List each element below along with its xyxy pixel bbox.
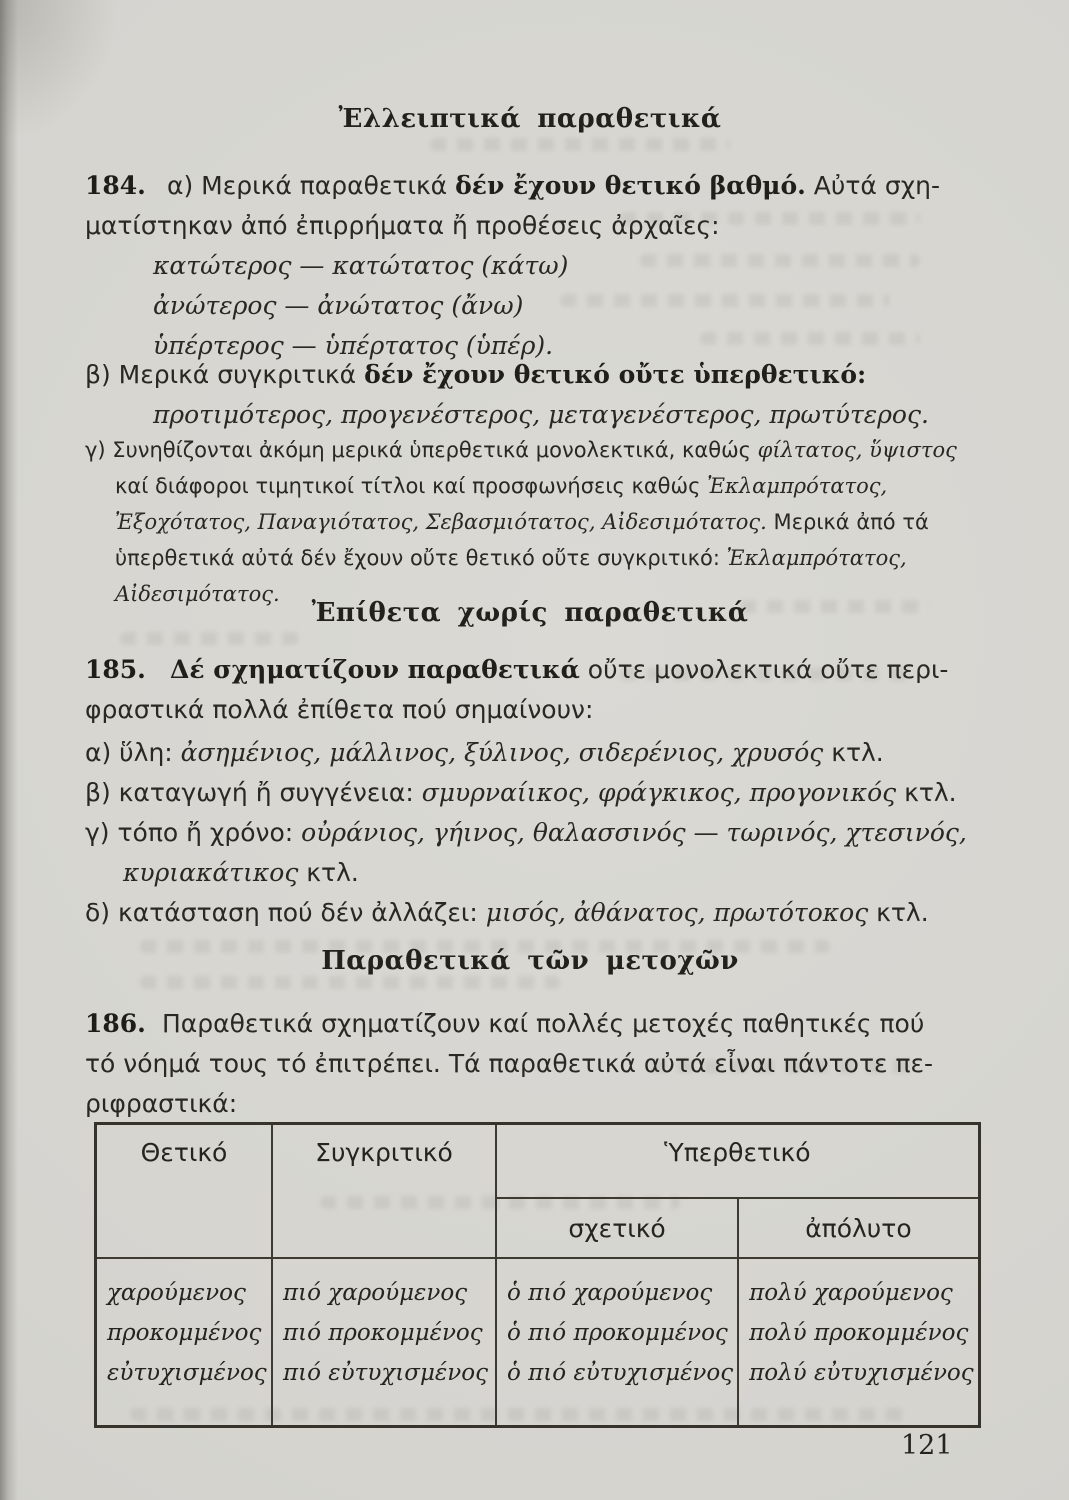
cell-positive	[96, 1258, 273, 1427]
table-value: ὁ πιό χαρούμενος	[507, 1280, 713, 1306]
section-number-186: 186.	[85, 1009, 146, 1038]
heading-participle-comparatives: Παραθετικά τῶν μετοχῶν	[321, 946, 739, 976]
italic-run: ἀσημένιος, μάλλινος, ξύλινος, σιδερένιος, χρυσός	[180, 738, 824, 767]
text-run: Παραθετικά σχηματίζουν καί πολλές μετοχές παθητικές πού	[162, 1009, 925, 1038]
section-number-185: 185.	[85, 655, 146, 684]
para-185-line2: φραστικά πολλά ἐπίθετα πού σημαίνουν:	[85, 695, 594, 724]
para-184-line1	[85, 166, 985, 206]
text-run: Αὐτά σχη-	[805, 171, 941, 200]
example-line: ὑπέρτερος — ὑπέρτατος (ὑπέρ).	[153, 331, 554, 360]
text-run: δ) κατάσταση πού δέν ἀλλάζει:	[85, 898, 486, 927]
italic-run: σμυρναίικος, φράγκικος, προγονικός	[421, 778, 897, 807]
header-superlative: Ὑπερθετικό	[496, 1124, 979, 1199]
bold-run: δέν ἔχουν θετικό οὔτε ὑπερθετικό:	[364, 360, 867, 389]
bold-run: δέν ἔχουν θετικό βαθμό.	[455, 171, 806, 200]
text-run: κτλ.	[823, 738, 884, 767]
para-185-items	[85, 733, 985, 933]
small-line	[85, 468, 985, 504]
table-value: πιό εὐτυχισμένος	[283, 1360, 488, 1386]
para-185-intro	[85, 650, 985, 730]
italic-run: κυριακάτικος	[123, 858, 299, 887]
showthrough-smudge	[120, 632, 300, 645]
section-number-184: 184.	[85, 171, 146, 200]
para-186-line2: τό νόημά τους τό ἐπιτρέπει. Τά παραθετικά αὐτά εἶναι πάντοτε πε-	[85, 1049, 934, 1078]
table-value: ὁ πιό προκομμένος	[507, 1320, 728, 1346]
heading-elliptic-comparatives: Ἐλλειπτικά παραθετικά	[338, 104, 722, 134]
text-run: Μερικά ἀπό τά	[766, 510, 929, 534]
para-184-beta-line	[85, 355, 985, 395]
italic-run: φίλτατος, ὕψιστος	[757, 438, 957, 462]
participle-comparison-table	[94, 1122, 981, 1428]
para-184-examples	[85, 246, 985, 366]
table-value: πολύ χαρούμενος	[749, 1280, 953, 1306]
example-line: προτιμότερος, προγενέστερος, μεταγενέστερος, πρωτύτερος.	[153, 400, 929, 429]
cell-superlative-absolute	[738, 1258, 979, 1427]
list-item-alpha	[85, 733, 985, 773]
italic-run: οὐράνιος, γήινος, θαλασσινός — τωρινός, χτεσινός,	[301, 818, 967, 847]
text-run: κτλ.	[896, 778, 957, 807]
small-line	[85, 540, 985, 576]
italic-run: Ἐκλαμπρότατος,	[707, 474, 888, 498]
para-184-gamma	[85, 432, 985, 612]
list-item-gamma-cont	[85, 853, 985, 893]
text-run: ὑπερθετικά αὐτά δέν ἔχουν οὔτε θετικό οὔτε συγκριτικό:	[115, 546, 727, 570]
text-run: οὔτε μονολεκτικά οὔτε περι-	[579, 655, 949, 684]
header-positive: Θετικό	[96, 1124, 273, 1259]
cell-comparative	[272, 1258, 496, 1427]
table-value: προκομμένος	[107, 1320, 262, 1346]
italic-run: Ἐξοχότατος, Παναγιότατος, Σεβασμιότατος, Αἰδεσιμότατος.	[115, 510, 767, 534]
header-comparative: Συγκριτικό	[272, 1124, 496, 1259]
text-run: κτλ.	[868, 898, 929, 927]
table-value: χαρούμενος	[107, 1280, 246, 1306]
table-value: πολύ προκομμένος	[749, 1320, 969, 1346]
text-run: β) καταγωγή ἤ συγγένεια:	[85, 778, 422, 807]
text-run: γ) τόπο ἤ χρόνο:	[85, 818, 302, 847]
text-run: γ) Συνηθίζονται ἀκόμη μερικά ὑπερθετικά μονολεκτικά, καθώς	[85, 438, 758, 462]
example-line: κατώτερος — κατώτατος (κάτω)	[153, 251, 569, 280]
text-run: α) ὕλη:	[85, 738, 181, 767]
para-184-intro	[85, 166, 985, 246]
table-value: πιό προκομμένος	[283, 1320, 483, 1346]
binding-shadow	[0, 0, 18, 1500]
header-absolute: ἀπόλυτο	[738, 1198, 979, 1258]
small-line	[85, 432, 985, 468]
text-run: α) Μερικά παραθετικά	[167, 171, 456, 200]
table-value: εὐτυχισμένος	[107, 1360, 267, 1386]
italic-run: Αἰδεσιμότατος.	[115, 582, 280, 606]
page-number: 121	[901, 1430, 953, 1461]
list-item-beta	[85, 773, 985, 813]
table-value: ὁ πιό εὐτυχισμένος	[507, 1360, 734, 1386]
header-relative: σχετικό	[496, 1198, 738, 1258]
table-value: πολύ εὐτυχισμένος	[749, 1360, 974, 1386]
table-data-row	[96, 1258, 980, 1427]
table-value: πιό χαρούμενος	[283, 1280, 468, 1306]
para-186	[85, 1004, 985, 1124]
para-186-line1	[85, 1004, 985, 1044]
text-run: καί διάφοροι τιμητικοί τίτλοι καί προσφωνήσεις καθώς	[115, 474, 708, 498]
bold-run: Δέ σχηματίζουν παραθετικά	[170, 655, 580, 684]
table-header-row	[96, 1124, 980, 1199]
text-run: κτλ.	[298, 858, 359, 887]
italic-run: μισός, ἀθάνατος, πρωτότοκος	[485, 898, 869, 927]
para-184-beta	[85, 355, 985, 435]
cell-superlative-relative	[496, 1258, 738, 1427]
showthrough-smudge	[140, 976, 560, 989]
showthrough-smudge	[430, 138, 730, 151]
small-line	[85, 504, 985, 540]
example-line: ἀνώτερος — ἀνώτατος (ἄνω)	[153, 291, 524, 320]
para-186-line3: ριφραστικά:	[85, 1089, 238, 1118]
list-item-gamma	[85, 813, 985, 853]
para-185-line1	[85, 650, 985, 690]
italic-run: Ἐκλαμπρότατος,	[726, 546, 907, 570]
list-item-delta	[85, 893, 985, 933]
para-184-line2: ματίστηκαν ἀπό ἐπιρρήματα ἤ προθέσεις ἀρχαῖες:	[85, 211, 720, 240]
heading-adjectives-without-comparatives: Ἐπίθετα χωρίς παραθετικά	[311, 598, 749, 628]
text-run: β) Μερικά συγκριτικά	[85, 360, 365, 389]
